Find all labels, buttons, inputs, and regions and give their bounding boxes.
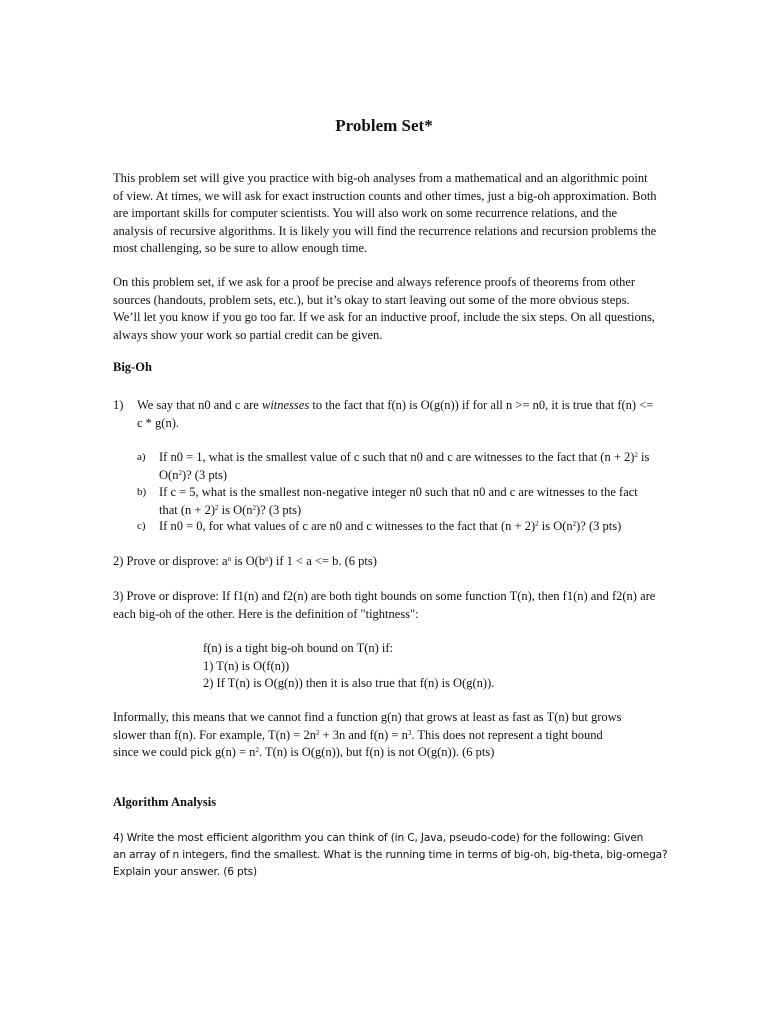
question-4-line-3: Explain your answer. (6 pts) <box>113 866 257 878</box>
question-1-number: 1) <box>113 398 124 412</box>
witnesses-emphasis: witnesses <box>261 398 310 412</box>
intro-paragraph-2: On this problem set, if we ask for a proof be precise and always reference proofs of theorems from other sources (handouts, problem sets, etc.), but it’s okay to start leaving out some of the more obvious steps. We’ll let you know if you go too far. If we ask for an inductive proof, include the six steps. On all questions, always show your work so partial credit can be given. <box>113 275 655 342</box>
question-1a-label: a) <box>137 451 146 463</box>
section-heading-algorithm-analysis: Algorithm Analysis <box>113 795 217 809</box>
question-3-informal-line-2: slower than f(n). For example, $T(n) = 2n^2 + 3n$ and $f(n) = n^3$. This does not represent a tight bound <box>113 728 603 742</box>
question-1b-label: b) <box>137 486 147 498</box>
question-1-text: We say that n0 and c are witnesses to the fact that f(n) is O(g(n)) if for all n >= n0, it is true that f(n) <= c * g(n). <box>137 398 654 430</box>
tightness-definition-line-1: f(n) is a tight big-oh bound on T(n) if: <box>203 641 394 655</box>
tightness-definition-line-2: 1) T(n) is O(f(n)) <box>203 659 290 673</box>
page-title: Problem Set* <box>335 116 433 135</box>
question-1a-text: If n0 = 1, what is the smallest value of c such that n0 and c are witnesses to the fact that $(n + 2)^2$ is $O(n^2)$? (3 pts) <box>159 450 650 482</box>
question-2-text: 2) Prove or disprove: $a^n$ is $O(b^n)$ if 1 < a <= b. (6 pts) <box>113 554 377 568</box>
question-4-line-1: 4) Write the most efficient algorithm you can think of (in C, Java, pseudo-code) for the following: Given <box>113 832 644 844</box>
tightness-definition-line-3: 2) If T(n) is O(g(n)) then it is also true that f(n) is O(g(n)). <box>203 676 495 690</box>
question-1c-text: If n0 = 0, for what values of c are n0 and c witnesses to the fact that $(n + 2)^2$ is $O(n^2)$? (3 pts) <box>159 519 622 533</box>
question-3-informal-line-1: Informally, this means that we cannot find a function g(n) that grows at least as fast as T(n) but grows <box>113 710 622 724</box>
question-1b-text: If c = 5, what is the smallest non-negative integer n0 such that n0 and c are witnesses to the fact that $(n + 2)^2$ is $O(n^2)$? (3 pts) <box>159 485 638 517</box>
question-4-line-2: an array of n integers, find the smallest. What is the running time in terms of big-oh, big-theta, big-omega? <box>113 849 668 861</box>
intro-paragraph-1: This problem set will give you practice with big-oh analyses from a mathematical and an algorithmic point of view. At times, we will ask for exact instruction counts and other times, just a big-oh approximation. Both are important skills for computer scientists. You will also work on some recurrence relations, and the analysis of recursive algorithms. It is likely you will find the recurrence relations and recursion problems the most challenging, so be sure to allow enough time. <box>113 171 657 256</box>
question-3-text: 3) Prove or disprove: If f1(n) and f2(n) are both tight bounds on some function T(n), then f1(n) and f2(n) are each big-oh of the other. Here is the definition of "tightness": <box>113 589 656 621</box>
question-3-informal-line-3: since we could pick $g(n) = n^2$. T(n) is O(g(n)), but f(n) is not O(g(n)). (6 pts) <box>113 745 495 759</box>
section-heading-big-oh: Big-Oh <box>113 360 152 374</box>
question-1c-label: c) <box>137 520 146 532</box>
